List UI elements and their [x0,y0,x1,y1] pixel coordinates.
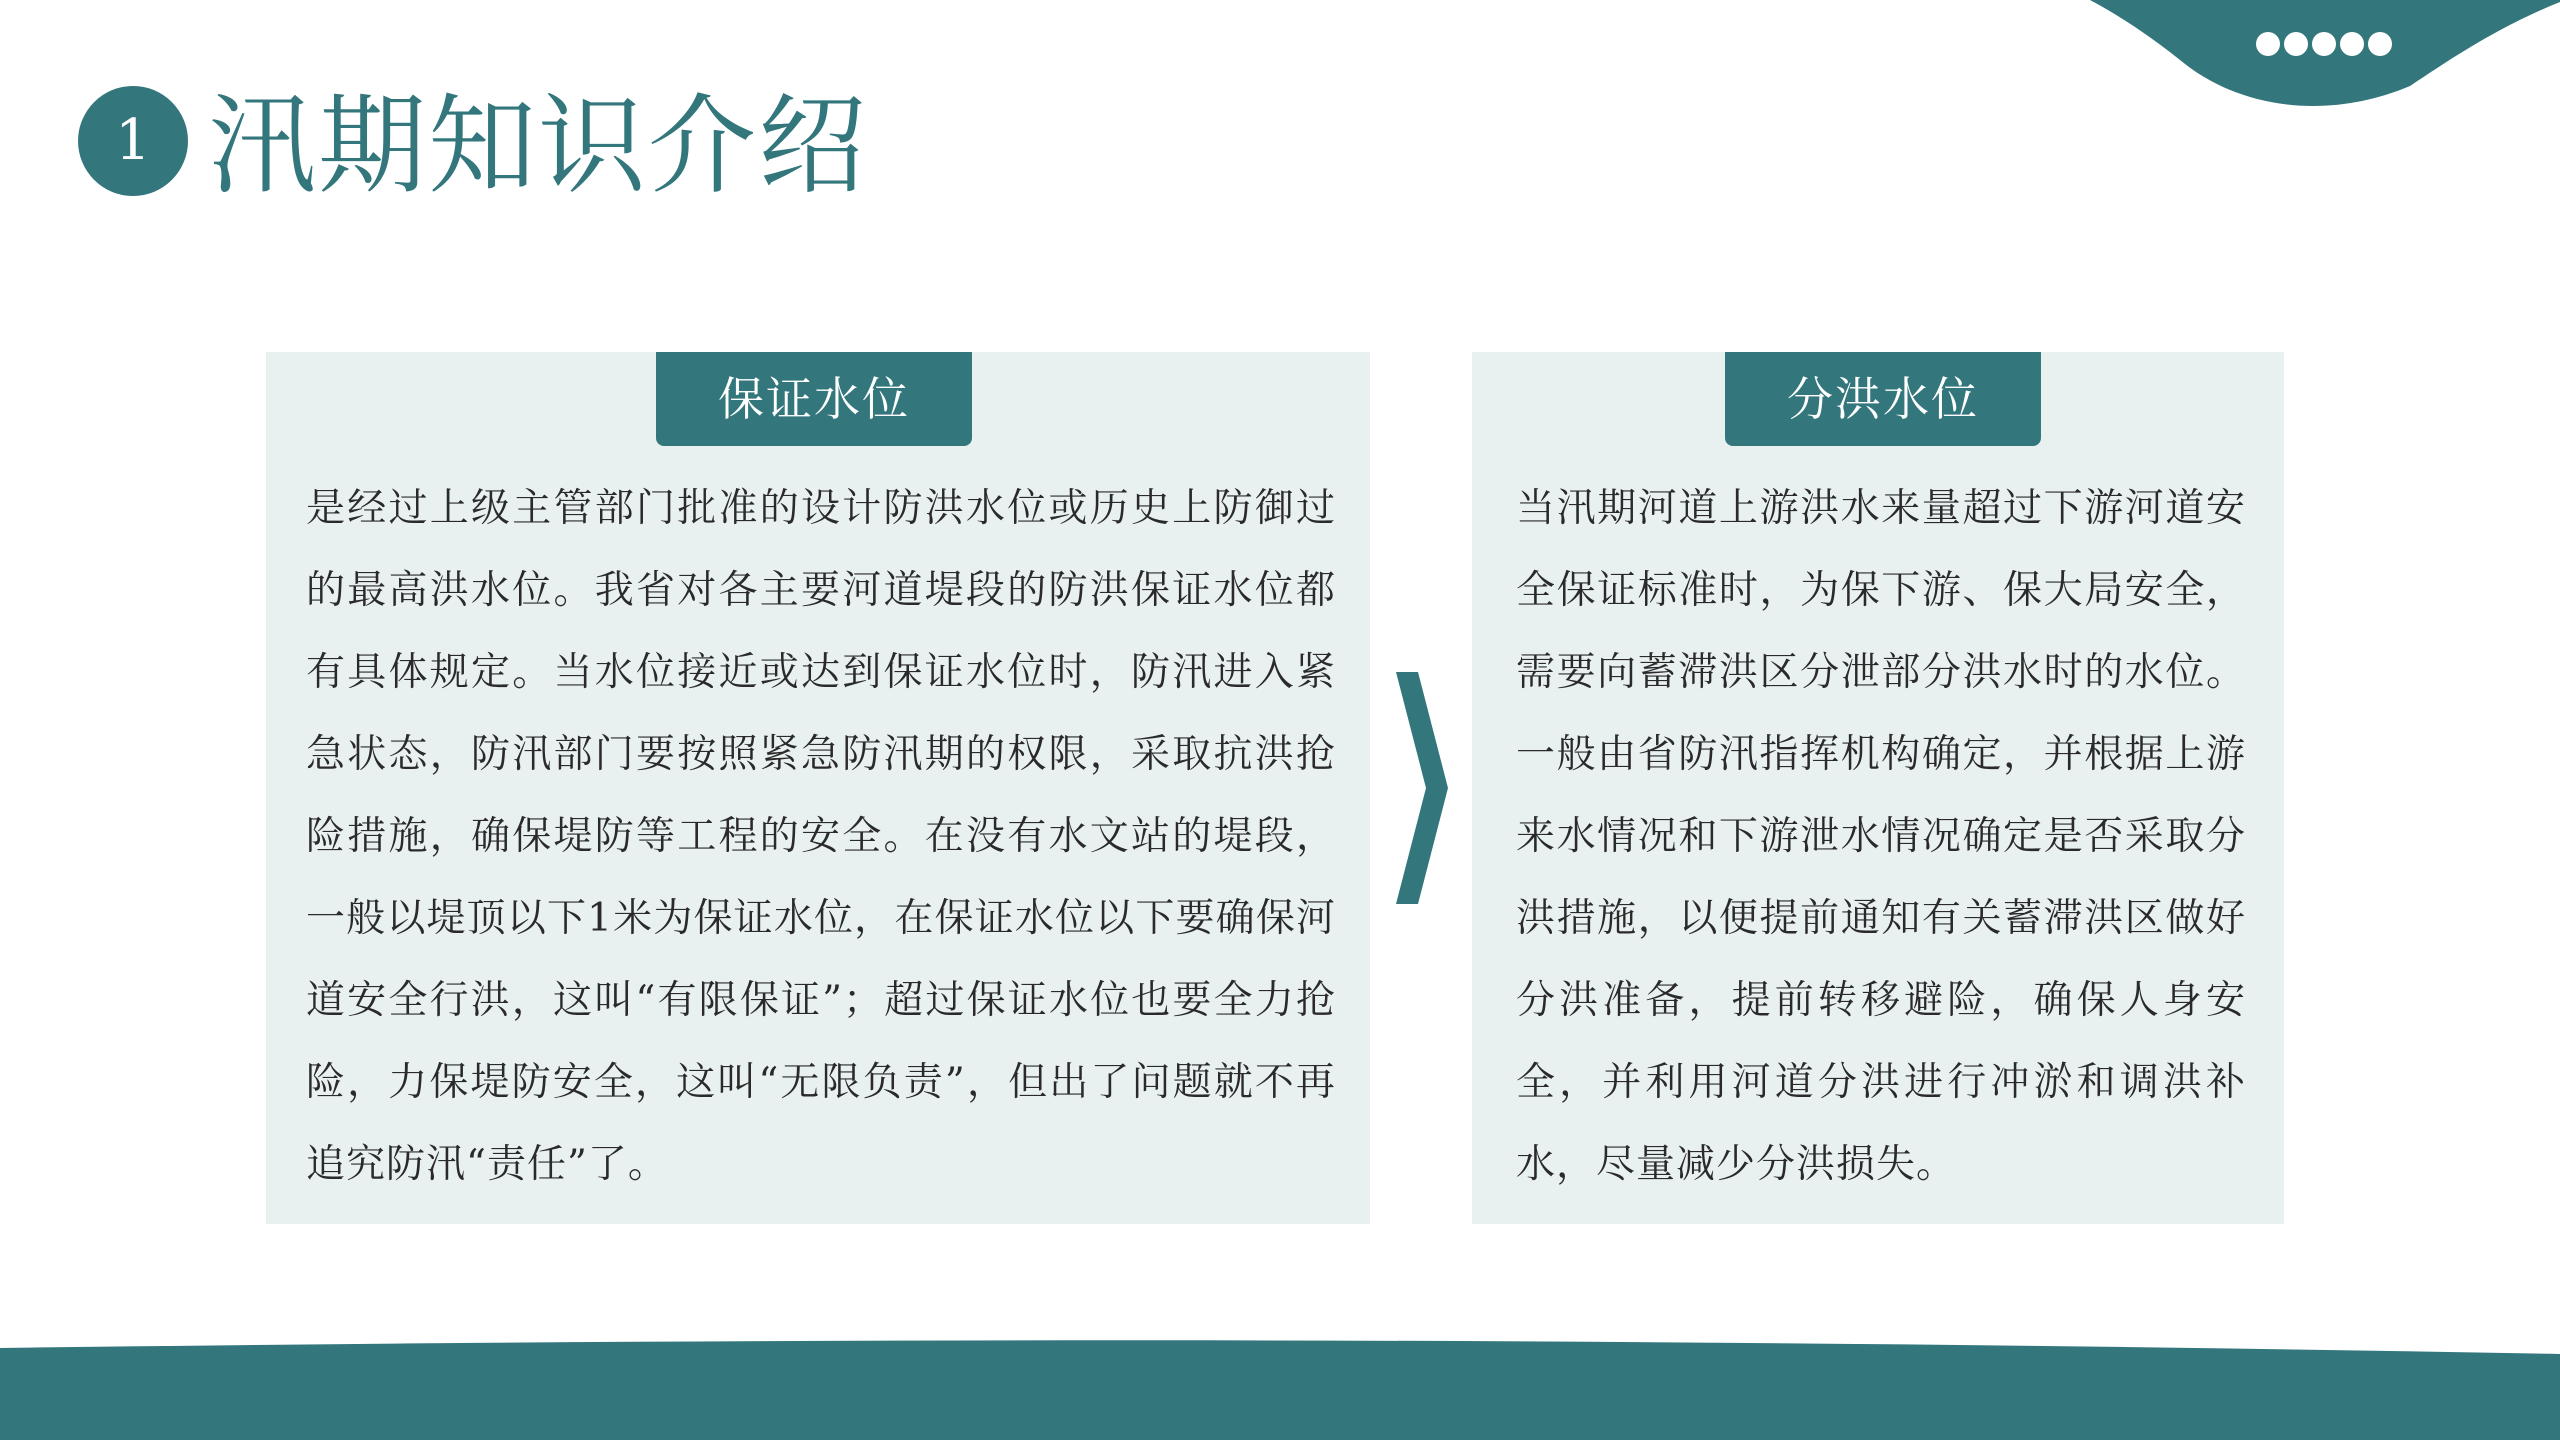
decoration-dot [2340,32,2364,56]
card-label: 分洪水位 [1725,352,2041,446]
card-text: 当汛期河道上游洪水来量超过下游河道安全保证标准时，为保下游、保大局安全，需要向蓄滞洪区分泄部分洪水时的水位。一般由省防汛指挥机构确定，并根据上游来水情况和下游泄水情况确定是否采取分洪措施，以便提前通知有关蓄滞洪区做好分洪准备，提前转移避险，确保人身安全，并利用河道分洪进行冲淤和调洪补水，尽量减少分洪损失。 [1516,486,2246,1187]
page-title: 汛期知识介绍 [208,84,869,209]
chevron-right-icon [1396,672,1448,904]
top-corner-decoration [2090,0,2560,110]
card-text: 是经过上级主管部门批准的设计防洪水位或历史上防御过的最高洪水位。我省对各主要河道堤段的防洪保证水位都有具体规定。当水位接近或达到保证水位时，防汛进入紧急状态，防汛部门要按照紧急防汛期的权限，采取抗洪抢险措施，确保堤防等工程的安全。在没有水文站的堤段，一般以堤顶以下1米为保证水位，在保证水位以下要确保河道安全行洪，这叫“有限保证”；超过保证水位也要全力抢险，力保堤防安全，这叫“无限负责”，但出了问题就不再追究防汛“责任”了。 [306,486,1336,1187]
guaranteed-water-level-card [266,352,1370,1224]
decoration-dot [2368,32,2392,56]
decoration-dot [2256,32,2280,56]
flood-diversion-level-card [1472,352,2284,1224]
decoration-dot [2312,32,2336,56]
section-number-badge: 1 [78,86,188,196]
card-label: 保证水位 [656,352,972,446]
bottom-band [0,1340,2560,1440]
decoration-dot [2284,32,2308,56]
